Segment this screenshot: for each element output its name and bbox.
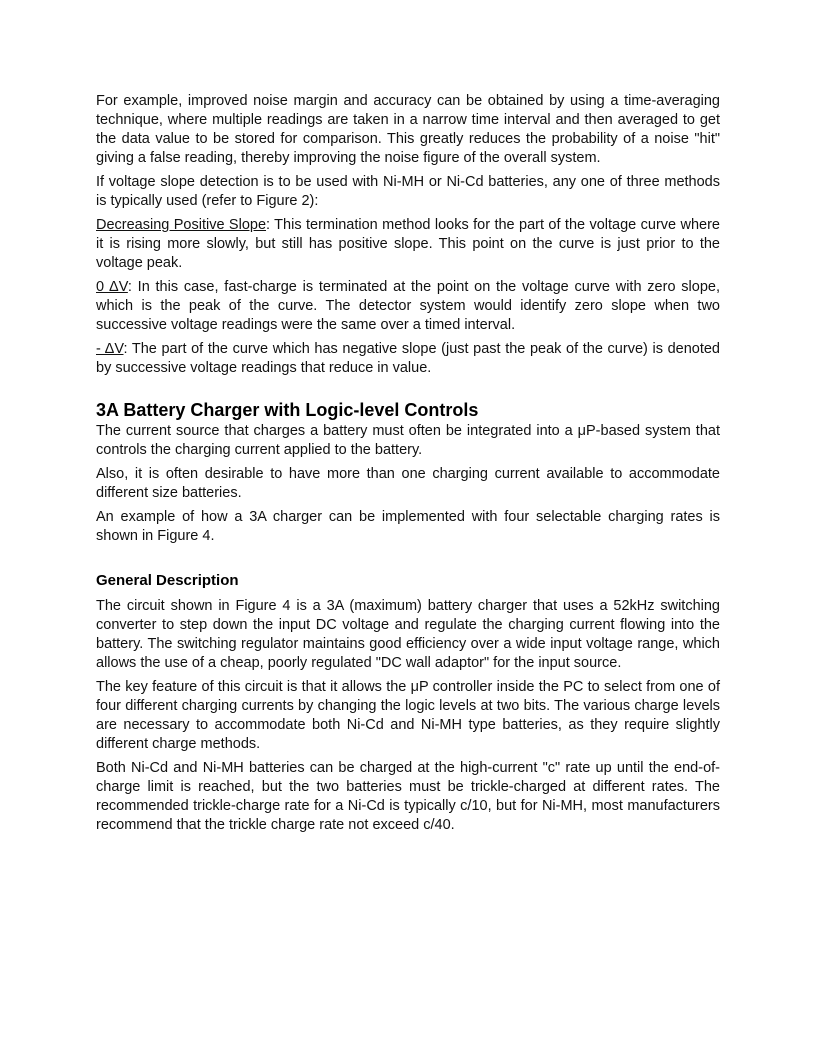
section-heading: 3A Battery Charger with Logic-level Controls bbox=[96, 400, 479, 420]
method-term: 0 ΔV bbox=[96, 279, 128, 295]
intro-paragraph-averaging: For example, improved noise margin and accuracy can be obtained by using a time-averaging technique, where multiple readings are taken in a narrow time interval and then averaged to get the data value to be stored for comparison. This greatly reduces the probability of a noise "hit" giving a false reading, thereby improving the noise figure of the overall system. bbox=[96, 93, 720, 166]
method-term: Decreasing Positive Slope bbox=[96, 217, 267, 233]
intro-paragraph-slope-methods: If voltage slope detection is to be used with Ni-MH or Ni-Cd batteries, any one of three methods is typically used (refer to Figure 2): bbox=[96, 174, 720, 209]
method-description: : The part of the curve which has negative slope (just past the peak of the curve) is denoted by successive voltage readings that reduce in value. bbox=[96, 341, 720, 376]
method-negative-delta-v bbox=[96, 340, 720, 378]
section-paragraph: An example of how a 3A charger can be implemented with four selectable charging rates is shown in Figure 4. bbox=[96, 509, 720, 544]
subsection-heading: General Description bbox=[96, 572, 239, 589]
method-description: : In this case, fast-charge is terminated at the point on the voltage curve with zero slope, which is the peak of the curve. The detector system would identify zero slope when two successive voltage readings were the same over a timed interval. bbox=[96, 279, 720, 333]
method-decreasing-positive-slope bbox=[96, 216, 720, 273]
subsection-paragraph: Both Ni-Cd and Ni-MH batteries can be charged at the high-current "c" rate up until the end-of-charge limit is reached, but the two batteries must be trickle-charged at different rates. The recommended trickle-charge rate for a Ni-Cd is typically c/10, but for Ni-MH, most manufacturers recommend that the trickle charge rate not exceed c/40. bbox=[96, 760, 720, 833]
subsection-paragraph: The circuit shown in Figure 4 is a 3A (maximum) battery charger that uses a 52kHz switching converter to step down the input DC voltage and regulate the charging current flowing into the battery. The switching regulator maintains good efficiency over a wide input voltage range, which allows the use of a cheap, poorly regulated "DC wall adaptor" for the input source. bbox=[96, 598, 720, 671]
section-paragraph: Also, it is often desirable to have more than one charging current available to accommodate different size batteries. bbox=[96, 466, 720, 501]
document-page bbox=[96, 92, 720, 840]
section-paragraph: The current source that charges a battery must often be integrated into a μP-based system that controls the charging current applied to the battery. bbox=[96, 423, 720, 458]
method-zero-delta-v bbox=[96, 278, 720, 335]
subsection-paragraph: The key feature of this circuit is that it allows the μP controller inside the PC to select from one of four different charging currents by changing the logic levels at two bits. The various charge levels are necessary to accommodate both Ni-Cd and Ni-MH type batteries, as they require slightly different charge methods. bbox=[96, 679, 720, 752]
method-term: - ΔV bbox=[96, 341, 124, 357]
method-description: : This termination method looks for the part of the voltage curve where it is rising more slowly, but still has positive slope. This point on the curve is just prior to the voltage peak. bbox=[96, 217, 720, 271]
